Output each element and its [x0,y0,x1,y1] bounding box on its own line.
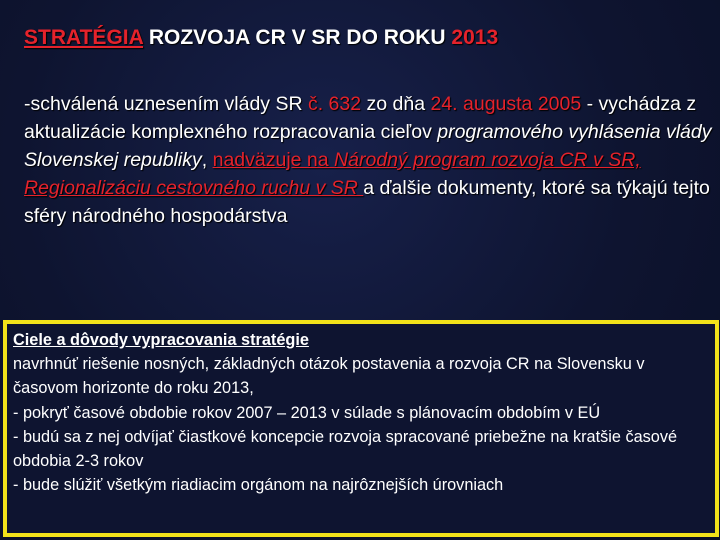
intro-dated: zo dňa [361,93,431,115]
intro-date: 24. augusta 2005 [430,93,582,115]
intro-follows-up: nadväzuje na [212,149,335,171]
goals-box [3,320,719,537]
title-year: 2013 [451,26,499,49]
goals-box-content [13,328,711,497]
goals-item-period: - pokryť časové obdobie rokov 2007 – 2013 v súlade s plánovacím obdobím v EÚ [13,403,601,422]
intro-program-statement: programového vyhlásenia vlády Slovenskej republiky [24,121,712,171]
title-strategy-word: STRATÉGIA [24,26,143,49]
goals-item-governing-bodies: - bude slúžiť všetkým riadiacim orgánom na najrôznejších úrovniach [13,476,504,495]
goals-heading: Ciele a dôvody vypracovania stratégie [13,331,309,349]
intro-comma: , [201,149,213,171]
goals-item-partial-concepts: - budú sa z nej odvíjať čiastkové koncepcie rozvoja spracované priebežne na kratšie časové obdobia 2-3 rokov [13,427,678,471]
intro-other-documents: a ďalšie dokumenty, ktoré sa týkajú tejto sféry národného hospodárstva [24,177,710,227]
intro-based-on: - vychádza z aktualizácie komplexného rozpracovania cieľov [24,93,697,143]
intro-paragraph [24,90,716,230]
intro-resolution-number: č. 632 [307,93,362,115]
intro-approved: -schválená uznesením vlády SR [24,93,308,115]
goals-body: navrhnúť riešenie nosných, základných otázok postavenia a rozvoja CR na Slovensku v časovom horizonte do roku 2013, [13,355,645,398]
slide-title [24,26,498,50]
intro-national-program-link: Národný program rozvoja CR v SR, Regionalizáciu cestovného ruchu v SR [24,149,641,199]
title-middle: ROZVOJA CR V SR DO ROKU [143,26,452,49]
